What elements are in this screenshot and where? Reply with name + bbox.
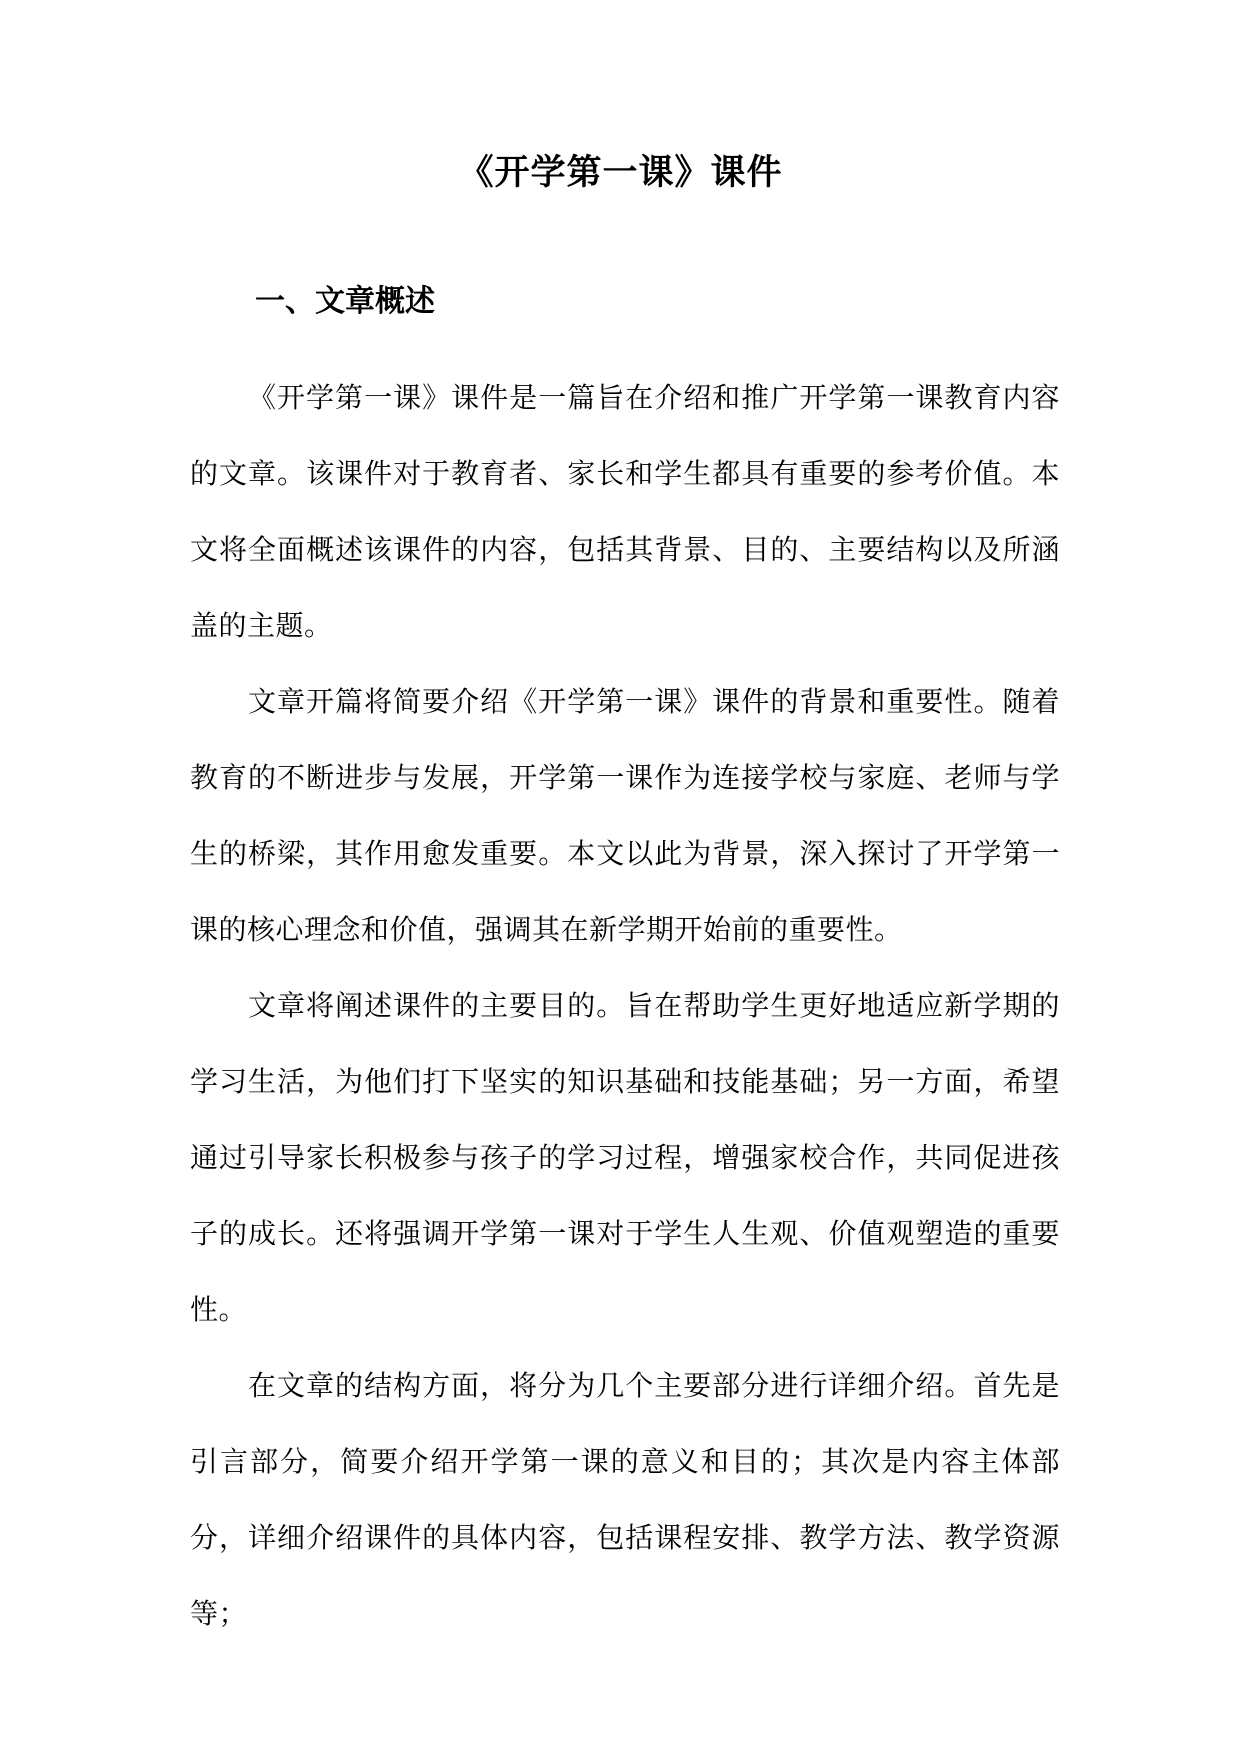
paragraph-4: 在文章的结构方面，将分为几个主要部分进行详细介绍。首先是引言部分，简要介绍开学第一课的意义和目的；其次是内容主体部分，详细介绍课件的具体内容，包括课程安排、教学方法、教学资源等； xyxy=(190,1369,1060,1630)
document-title: 《开学第一课》课件 xyxy=(458,153,783,193)
paragraph-1: 《开学第一课》课件是一篇旨在介绍和推广开学第一课教育内容的文章。该课件对于教育者、家长和学生都具有重要的参考价值。本文将全面概述该课件的内容，包括其背景、目的、主要结构以及所涵盖的主题。 xyxy=(190,381,1060,642)
paragraph-3: 文章将阐述课件的主要目的。旨在帮助学生更好地适应新学期的学习生活，为他们打下坚实的知识基础和技能基础；另一方面，希望通过引导家长积极参与孩子的学习过程，增强家校合作，共同促进孩子的成长。还将强调开学第一课对于学生人生观、价值观塑造的重要性。 xyxy=(190,989,1060,1326)
body-text xyxy=(190,360,1060,1652)
paragraph-2: 文章开篇将简要介绍《开学第一课》课件的背景和重要性。随着教育的不断进步与发展，开学第一课作为连接学校与家庭、老师与学生的桥梁，其作用愈发重要。本文以此为背景，深入探讨了开学第一课的核心理念和价值，强调其在新学期开始前的重要性。 xyxy=(190,685,1060,946)
section-heading: 一、文章概述 xyxy=(255,284,435,319)
